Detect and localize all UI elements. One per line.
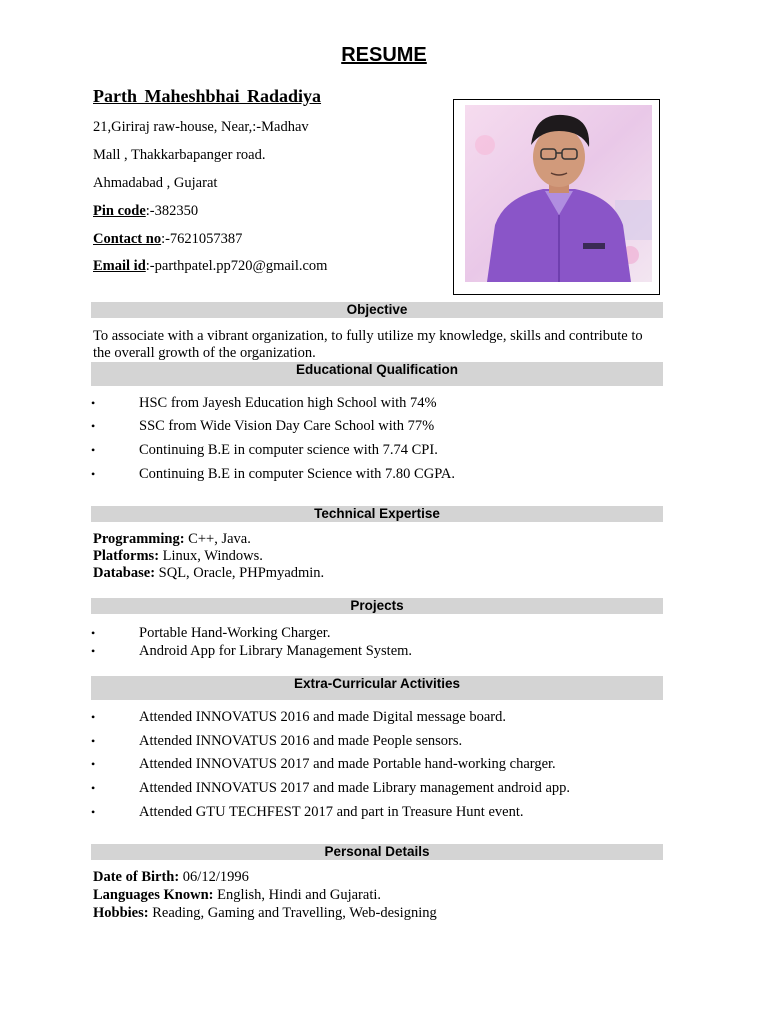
section-extra-curricular: Extra-Curricular Activities (91, 676, 663, 700)
education-item: • Continuing B.E in computer Science with 7.80 CGPA. (91, 466, 456, 482)
activity-item: • Attended INNOVATUS 2017 and made Library management android app. (91, 780, 570, 796)
education-item: • Continuing B.E in computer science with 7.74 CPI. (91, 442, 438, 458)
candidate-name: Parth Maheshbhai Radadiya (93, 86, 322, 106)
address-line-2: Mall , Thakkarbapanger road. (93, 147, 266, 163)
profile-photo-frame (453, 99, 660, 295)
activity-item: • Attended INNOVATUS 2016 and made Digital message board. (91, 709, 506, 725)
pin-code-label: Pin code (93, 203, 146, 219)
section-projects: Projects (91, 598, 663, 614)
pin-code (93, 203, 198, 220)
profile-photo (465, 105, 652, 282)
tech-database: Database: SQL, Oracle, PHPmyadmin. (93, 565, 325, 581)
tech-platforms: Platforms: Linux, Windows. (93, 548, 263, 564)
objective-text: To associate with a vibrant organization, to fully utilize my knowledge, skills and contribute to the overall growth of the organization. (93, 328, 643, 361)
email-label: Email id (93, 258, 146, 274)
section-technical: Technical Expertise (91, 506, 663, 522)
activity-item: • Attended INNOVATUS 2017 and made Portable hand-working charger. (91, 756, 556, 772)
personal-hobbies: Hobbies: Reading, Gaming and Travelling, Web-designing (93, 905, 437, 921)
contact-value: :-7621057387 (161, 231, 243, 247)
activity-item: • Attended GTU TECHFEST 2017 and part in Treasure Hunt event. (91, 804, 524, 820)
pin-code-value: :-382350 (145, 203, 199, 219)
project-item: • Portable Hand-Working Charger. (91, 625, 331, 641)
contact-number (93, 231, 242, 248)
personal-languages: Languages Known: English, Hindi and Gujarati. (93, 887, 381, 903)
activity-item: • Attended INNOVATUS 2016 and made People sensors. (91, 733, 463, 749)
education-item: • SSC from Wide Vision Day Care School with 77% (91, 418, 435, 434)
email (93, 258, 327, 275)
address-line-3: Ahmadabad , Gujarat (93, 175, 218, 191)
section-personal: Personal Details (91, 844, 663, 860)
section-objective: Objective (91, 302, 663, 318)
resume-title: RESUME (341, 44, 427, 66)
personal-dob: Date of Birth: 06/12/1996 (93, 869, 249, 885)
education-item: • HSC from Jayesh Education high School with 74% (91, 395, 437, 411)
section-education: Educational Qualification (91, 362, 663, 386)
email-value: :-parthpatel.pp720@gmail.com (145, 258, 328, 274)
profile-photo-illustration (465, 105, 652, 282)
address-line-1: 21,Giriraj raw-house, Near,:-Madhav (93, 119, 309, 135)
project-item: • Android App for Library Management System. (91, 643, 413, 659)
tech-programming: Programming: C++, Java. (93, 531, 251, 547)
contact-label: Contact no (93, 231, 162, 247)
